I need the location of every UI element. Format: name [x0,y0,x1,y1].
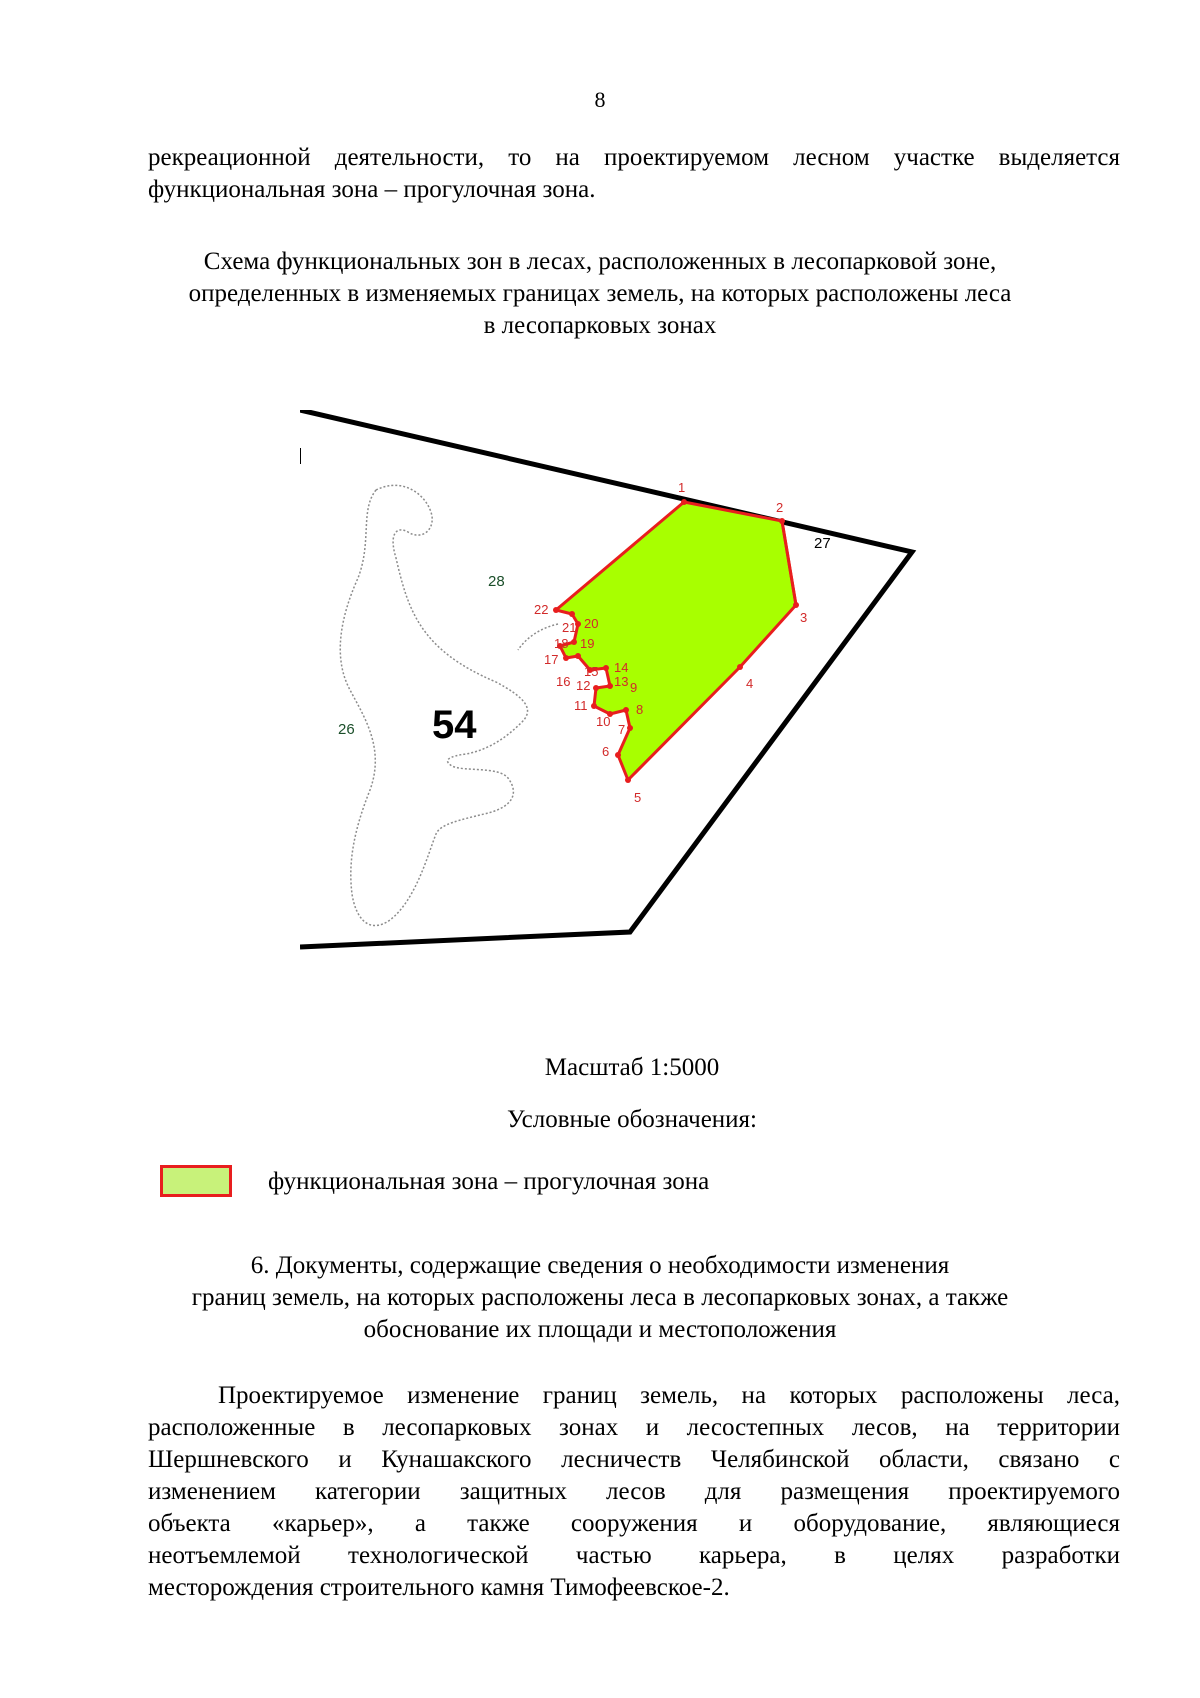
section-label-26: 26 [338,721,355,738]
body-line-7: месторождения строительного камня Тимофеевское-2. [148,1574,730,1601]
vertex-3 [793,602,799,608]
vertex-16 [575,653,581,659]
map-svg [300,410,940,960]
body-line-2: расположенные в лесопарковых зонах и лесостепных лесов, на территории [148,1414,1120,1441]
page-number: 8 [594,87,606,112]
legend-swatch [160,1165,232,1197]
internal-parcel-notch [518,624,558,650]
section-label-28: 28 [488,573,505,590]
section6-body [148,1380,1120,1604]
vertex-label-16: 16 [556,674,571,689]
functional-zones-map [300,410,940,960]
scale-label: Масштаб 1:5000 [544,1054,720,1081]
vertex-7 [627,725,633,731]
section6-heading-line-3: обоснование их площади и местоположения [363,1316,837,1343]
vertex-label-12: 12 [576,678,591,693]
vertex-label-18: 18 [554,636,569,651]
body-line-4: изменением категории защитных лесов для размещения проектируемого [148,1478,1120,1505]
vertex-22 [553,607,559,613]
body-line-1: Проектируемое изменение границ земель, на которых расположены леса, [218,1382,1120,1409]
intro-line-2: функциональная зона – прогулочная зона. [148,176,596,203]
body-line-5: объекта «карьер», а также сооружения и оборудование, являющиеся [148,1510,1120,1537]
vertex-label-11: 11 [574,698,588,713]
vertex-label-3: 3 [800,610,808,625]
vertex-14 [603,665,609,671]
vertex-8 [623,707,629,713]
vertex-2 [779,518,785,524]
vertex-label-7: 7 [618,722,626,737]
vertex-label-8: 8 [636,702,644,717]
section6-heading [100,1250,1100,1346]
vertex-label-20: 20 [584,616,599,631]
vertex-label-14: 14 [614,660,629,675]
intro-paragraph [148,142,1120,206]
section6-heading-line-2: границ земель, на которых расположены леса в лесопарковых зонах, а также [191,1284,1009,1311]
section6-heading-line-1: 6. Документы, содержащие сведения о необходимости изменения [250,1252,950,1279]
vertex-label-13: 13 [614,674,629,689]
scheme-title [100,246,1100,342]
parcel-number-label: 54 [432,703,477,747]
vertex-label-6: 6 [602,744,610,759]
vertex-label-21: 21 [562,620,577,635]
vertex-5 [625,777,631,783]
scheme-title-line-1: Схема функциональных зон в лесах, расположенных в лесопарковой зоне, [203,248,997,275]
vertex-label-1: 1 [678,480,686,495]
section-label-27: 27 [814,535,831,552]
body-line-6: неотъемлемой технологической частью карьера, в целях разработки [148,1542,1120,1569]
vertex-label-2: 2 [776,500,784,515]
vertex-label-19: 19 [580,636,595,651]
vertex-label-9: 9 [630,680,638,695]
vertex-21 [569,611,575,617]
vertex-label-17: 17 [544,652,559,667]
vertex-13 [607,683,613,689]
intro-line-1: рекреационной деятельности, то на проектируемом лесном участке выделяется [148,144,1120,171]
vertex-label-10: 10 [596,714,611,729]
body-line-3: Шершневского и Кунашакского лесничеств Челябинской области, связано с [148,1446,1120,1473]
vertex-4 [737,664,743,670]
vertex-1 [681,499,687,505]
legend-item-label: функциональная зона – прогулочная зона [268,1168,710,1195]
scheme-title-line-3: в лесопарковых зонах [483,312,717,339]
scheme-title-line-2: определенных в изменяемых границах земель, на которых расположены леса [188,280,1012,307]
vertex-12 [593,685,599,691]
legend-title: Условные обозначения: [506,1106,758,1133]
vertex-label-4: 4 [746,676,754,691]
quarter-boundary [300,410,912,947]
vertex-19 [571,639,577,645]
vertex-11 [591,703,597,709]
vertex-17 [563,655,569,661]
vertex-label-22: 22 [534,602,549,617]
vertex-label-5: 5 [634,790,642,805]
vertex-label-15: 15 [584,664,599,679]
vertex-6 [615,752,621,758]
